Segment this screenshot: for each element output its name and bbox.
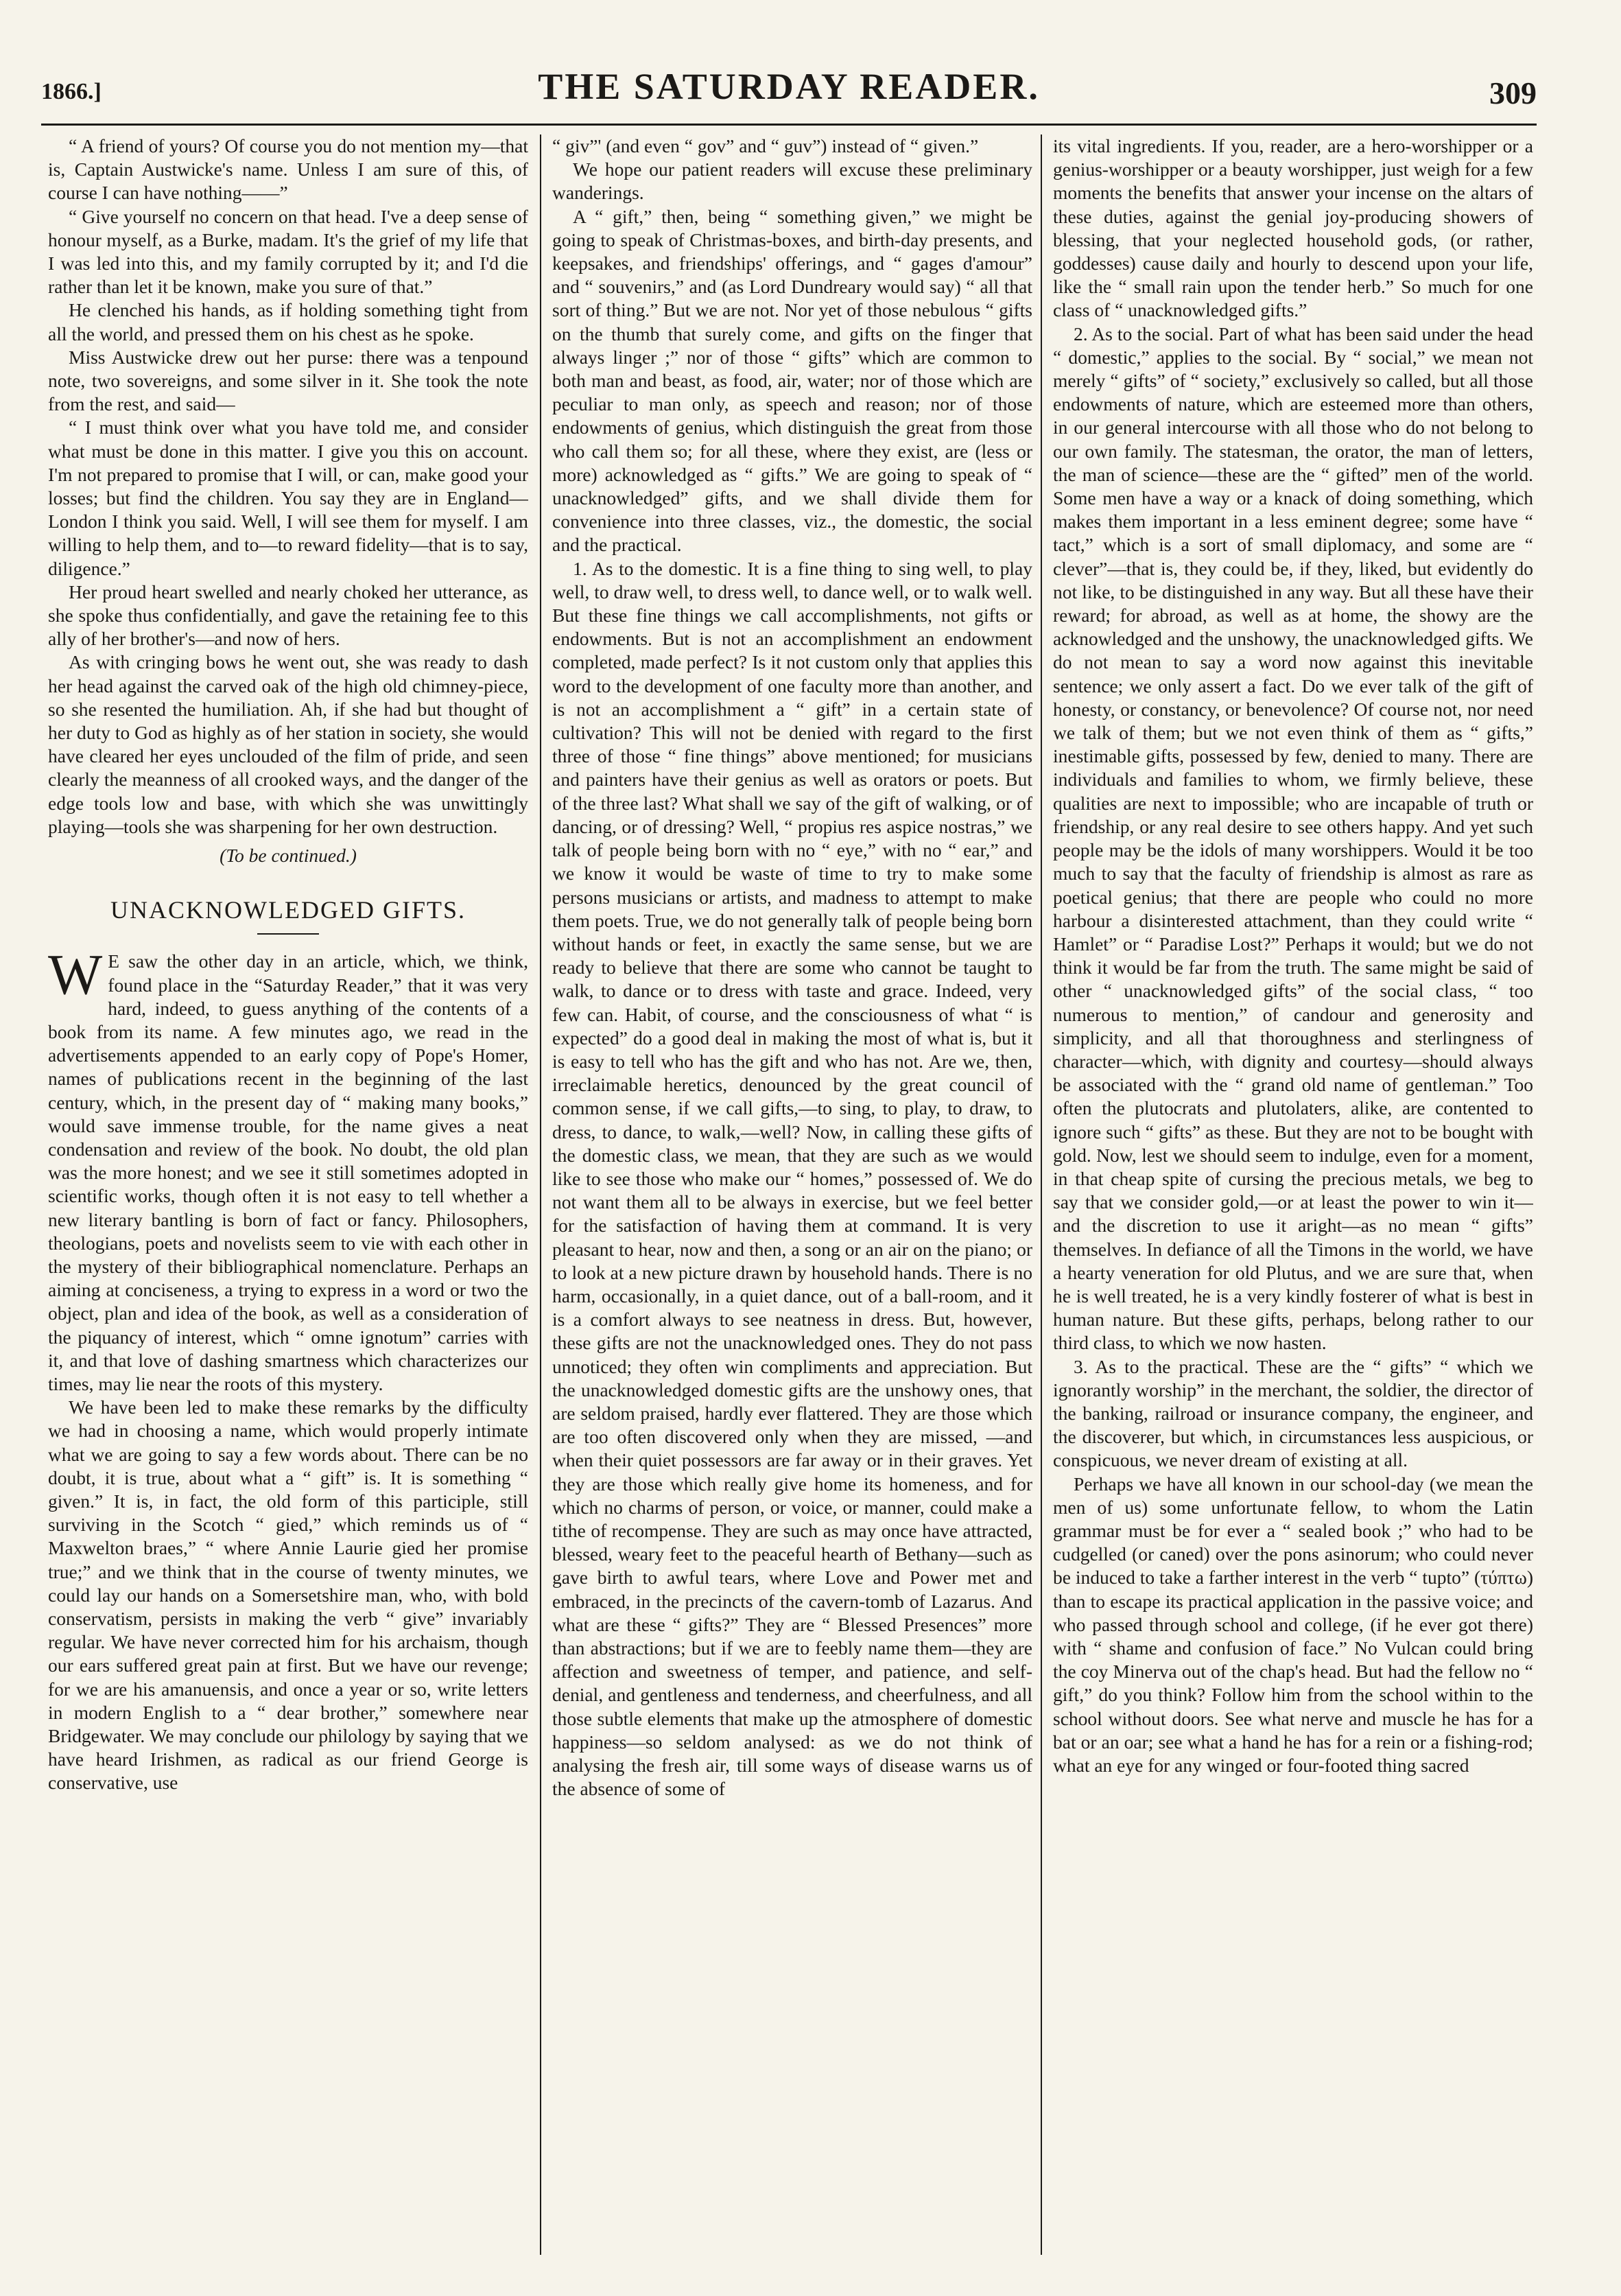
- paragraph: “ A friend of yours? Of course you do not mention my—that is, Captain Austwicke's name. Unless I am sure of this, of course I can have nothing——”: [48, 135, 528, 204]
- drop-cap: W: [48, 943, 103, 1007]
- paragraph: 2. As to the social. Part of what has been said under the head “ domestic,” applies to the social. By “ social,” we mean not merely “ gifts” of “ society,” exclusively so called, but all those endowments of nature, which are esteemed more than others, in our general intercourse with all those who do not belong to our own family. The statesman, the orator, the man of letters, the man of science—these are the “ gifted” men of the world. Some men have a way or a knack of doing something, which makes them important in a less eminent degree; some have “ tact,” which is a sort of small diplomacy, and some are “ clever”—that is, they could be, if they, liked, but evidently do not like, to be distinguished in any way. But all these have their reward; for abroad, as well as at home, the showy are the acknowledged and the unshowy, the unacknowledged gifts. We do not mean to say a word now against this inevitable sentence; we only assert a fact. Do we ever talk of the gift of honesty, or constancy, or benevolence? Of course not, nor need we talk of them; but we not even think of them as “ gifts,” inestimable gifts, possessed by few, denied to many. There are individuals and families to whom, we firmly believe, these qualities are next to impossible; who are incapable of truth or friendship, or any real desire to see others happy. And yet such people may be the idols of many worshippers. Would it be too much to say that the faculty of friendship is almost as rare as poetical genius; that there are people who could no more harbour a disinterested attachment, than they could write “ Hamlet” or “ Paradise Lost?” Perhaps it would; but we do not think it would be far from the truth. The same might be said of other “ unacknowledged gifts” of the social class, “ too numerous to mention,” of candour and generosity and simplicity, and all that thoroughness and sterlingness of character—which, with dignity and courtesy—should always be associated with the “ grand old name of gentleman.” Too often the plutocrats and plutolaters, alike, are contented to ignore such “ gifts” as these. But they are not to be bought with gold. Now, lest we should seem to indulge, even for a moment, in that cheap spite of cursing the precious metals, we beg to say that we consider gold,—or at least the power to win it—and the discretion to use it aright—as no mean “ gifts” themselves. In defiance of all the Timons in the world, we have a hearty veneration for old Plutus, and we are sure that, when he is well treated, he is a very kindly fosterer of what is best in human nature. But these gifts, perhaps, belong rather to our third class, to which we now hasten.: [1053, 323, 1533, 1354]
- masthead: [41, 65, 1537, 120]
- paragraph: Miss Austwicke drew out her purse: there was a tenpound note, two sovereigns, and some silver in it. She took the note from the rest, and said—: [48, 346, 528, 415]
- paragraph: A “ gift,” then, being “ something given,” we might be going to speak of Christmas-boxes, and birth-day presents, and keepsakes, and friendships' offerings, and “ gages d'amour” and “ souvenirs,” and (as Lord Dundreary would say) “ all that sort of thing.” But we are not. Nor yet of those nebulous “ gifts on the thumb that surely come, and gifts on the finger that always linger ;” nor of those “ gifts” which are common to both man and beast, as food, air, water; nor of those which are peculiar to man only, as speech and reason; nor of those endowments of genius, which distinguish the great from those who call them so; for all these, where they exist, are (less or more) acknowledged as “ gifts.” We are going to speak of “ unacknowledged” gifts, and we shall divide them for convenience into three classes, viz., the domestic, the social and the practical.: [552, 205, 1032, 556]
- paragraph: “ giv”' (and even “ gov” and “ guv”) instead of “ given.”: [552, 135, 979, 156]
- paragraph: Her proud heart swelled and nearly choked her utterance, as she spoke thus confidentially, and gave the retaining fee to this ally of her brother's—and now of hers.: [48, 581, 528, 650]
- issue-date: 1866.]: [41, 79, 102, 104]
- title-rule: [257, 933, 319, 935]
- paragraph: He clenched his hands, as if holding something tight from all the world, and pressed them on his chest as he spoke.: [48, 299, 528, 344]
- paragraph: “ I must think over what you have told me, and consider what must be done in this matter. I give you this on account. I'm not prepared to promise that I will, or can, make good your losses; but find the children. You say they are in England—London I think you said. Well, I will see them for myself. I am willing to help them, and to—to reward fidelity—that is to say, diligence.”: [48, 417, 528, 579]
- page-number: 309: [1489, 75, 1537, 110]
- paragraph: Perhaps we have all known in our school-day (we mean the men of us) some unfortunate fellow, to whom the Latin grammar must be for ever a “ sealed book ;” who had to be cudgelled (or caned) over the pons asinorum; who could never be induced to take a farther interest in the verb “ tupto” (τύπτω) than to escape its practical application in the passive voice; and who passed through school and college, (if he ever got there) with “ shame and confusion of face.” No Vulcan could bring the coy Minerva out of the chap's head. But had the fellow no “ gift,” do you think? Follow him from the school within to the school without doors. See what nerve and muscle he has for a bat or an oar; see what a hand he has for a rein or a fishing-rod; what an eye for any winged or four-footed thing sacred: [1053, 1473, 1533, 1777]
- paragraph: As with cringing bows he went out, she was ready to dash her head against the carved oak of the high old chimney-piece, so she resented the humiliation. Ah, if she had but thought of her duty to God as highly as of her station in society, she would have cleared her eyes unclouded of the film of pride, and seen clearly the meanness of all crooked ways, and the danger of the edge tools low and base, with which she was unwittingly playing—tools she was sharpening for her own destruction.: [48, 651, 528, 837]
- column-rule: [540, 134, 541, 2255]
- paragraph: 1. As to the domestic. It is a fine thing to sing well, to play well, to draw well, to dress well, to dance well, or to walk well. But these fine things we call accomplishments, not gifts or endowments. But is not an accomplishment an endowment completed, made perfect? Is it not custom only that applies this word to the development of one faculty more than another, and is not an accomplishment a “ gift” in a certain state of cultivation? This will not be denied with regard to the first three of those “ fine things” above mentioned; for musicians and painters have their genius as well as orators or poets. But of the three last? What shall we say of the gift of walking, or of dancing, or of dressing? Well, “ propius res aspice nostras,” we talk of people being born with no “ eye,” with no “ ear,” and we know it would be waste of time to try to make some persons musicians or artists, and madness to attempt to make them poets. True, we do not generally talk of people being born without hands or feet, in exactly the same sense, but we are ready to believe that there are some who cannot be taught to walk, to dance or to dress with taste and grace. Indeed, very few can. Habit, of course, and the consciousness of what “ is expected” do a good deal in making the most of what is, but it is easy to tell who has the gift and who has not. Are we, then, irreclaimable heretics, denounced by the great council of common sense, if we call gifts,—to sing, to play, to draw, to dress, to dance, to walk,—well? Now, in calling these gifts of the domestic class, we mean, that they are such as we would like to see those who make our “ homes,” possessed of. We do not want them all to be always in exercise, but we feel better for the satisfaction of having them at command. It is very pleasant to hear, now and then, a song or an air on the piano; or to look at a new picture drawn by household hands. There is no harm, occasionally, in a quiet dance, out of a ball-room, and it is a comfort always to see neatness in dress. But, however, these gifts are not the unacknowledged ones. They do not pass unnoticed; they often win compliments and appreciation. But the unacknowledged domestic gifts are the unshowy ones, that are seldom praised, hardly ever flattered. They are those which are too often discovered only when they are missed, —and when their quiet possessors are far away or in their graves. Yet they are those which really give home its homeness, and for which no charms of person, or voice, or manner, could make a tithe of recompense. They are such as may once have attracted, blessed, weary feet to the peaceful hearth of Bethany—such as gave birth to awful tears, where Love and Power met and embraced, in the precincts of the cavern-tomb of Lazarus. And what are these “ gifts?” They are “ Blessed Presences” more than abstractions; but if we are to feebly name them—they are affection and sweetness of temper, and patience, and self-denial, and gentleness and tenderness, and cheerfulness, and all those subtle elements that make up the atmosphere of domestic happiness—so seldom analysed: as we do not think of analysing the fresh air, till some ways of disease warns us of the absence of some of: [552, 557, 1032, 1800]
- column-3: [1053, 134, 1533, 2255]
- paragraph: We have been led to make these remarks by the difficulty we had in choosing a name, which would properly intimate what we are going to say a few words about. There can be no doubt, it is true, about what a “ gift” is. It is something “ given.” It is, in fact, the old form of this participle, still surviving in the Scotch “ gied,” which reminds us of “ Maxwelton braes,” “ where Annie Laurie gied her promise true;” and we think that in the course of twenty minutes, we could lay our hands on a Somersetshire man, who, with bold conservatism, persists in making the verb “ give” invariably regular. We have never corrected him for his archaism, though our ears suffered great pain at first. But we have our revenge; for we are his amanuensis, and once a year or so, write letters in modern English to a “ dear brother,” somewhere near Bridgewater. We may conclude our philology by saying that we have heard Irishmen, as radical as our friend George is conservative, use: [48, 1396, 528, 1794]
- first-paragraph-text: E saw the other day in an article, which, we think, found place in the “Saturday Reader,” that it was very hard, indeed, to guess anything of the contents of a book from its name. A few minutes ago, we read in the advertisements appended to an early copy of Pope's Homer, names of publications recent in the beginning of the last century, which, in the present day of “ making many books,” would save immense trouble, for the name gives a neat condensation and review of the book. No doubt, the old plan was the more honest; and we see it still sometimes adopted in scientific works, though often it is not easy to tell whether a new literary bantling is born of fact or fancy. Philosophers, theologians, poets and novelists seem to vie with each other in the mystery of their bibliographical nomenclature. Perhaps an aiming at conciseness, a trying to express in a word or two the object, plan and idea of the book, as well as a consideration of the piquancy of interest, which “ omne ignotum” carries with it, and that love of dashing smartness which characterizes our times, may lie near the roots of this mystery.: [48, 950, 528, 1394]
- article-first-paragraph: [48, 943, 528, 1396]
- article-title: UNACKNOWLEDGED GIFTS.: [110, 896, 466, 924]
- paragraph: We hope our patient readers will excuse these preliminary wanderings.: [552, 159, 1032, 204]
- paragraph: 3. As to the practical. These are the “ gifts” “ which we ignorantly worship” in the merchant, the soldier, the director of the banking, railroad or insurance company, the engineer, and the discoverer, but which, in circumstances less auspicious, or conspicuous, we never dream of existing at all.: [1053, 1355, 1533, 1471]
- paragraph: “ Give yourself no concern on that head. I've a deep sense of honour myself, as a Burke, madam. It's the grief of my life that I was led into this, and my family corrupted by it; and I'd die rather than let it be known, make you sure of that.”: [48, 205, 528, 298]
- column-1: [48, 134, 528, 2255]
- publication-title: THE SATURDAY READER.: [538, 66, 1040, 107]
- header-rule: [41, 124, 1537, 126]
- to-be-continued: (To be continued.): [220, 845, 357, 867]
- column-2: [552, 134, 1032, 2255]
- column-rule: [1041, 134, 1042, 2255]
- paragraph: its vital ingredients. If you, reader, are a hero-worshipper or a genius-worshipper or a beauty worshipper, just weigh for a few moments the benefits that answer your incense on the altars of these duties, against the genial joy-producing showers of blessing, that your neglected household gods, (or rather, goddesses) cause daily and hourly to descend upon your life, like the “ small rain upon the tender herb.” So much for one class of “ unacknowledged gifts.”: [1053, 135, 1533, 321]
